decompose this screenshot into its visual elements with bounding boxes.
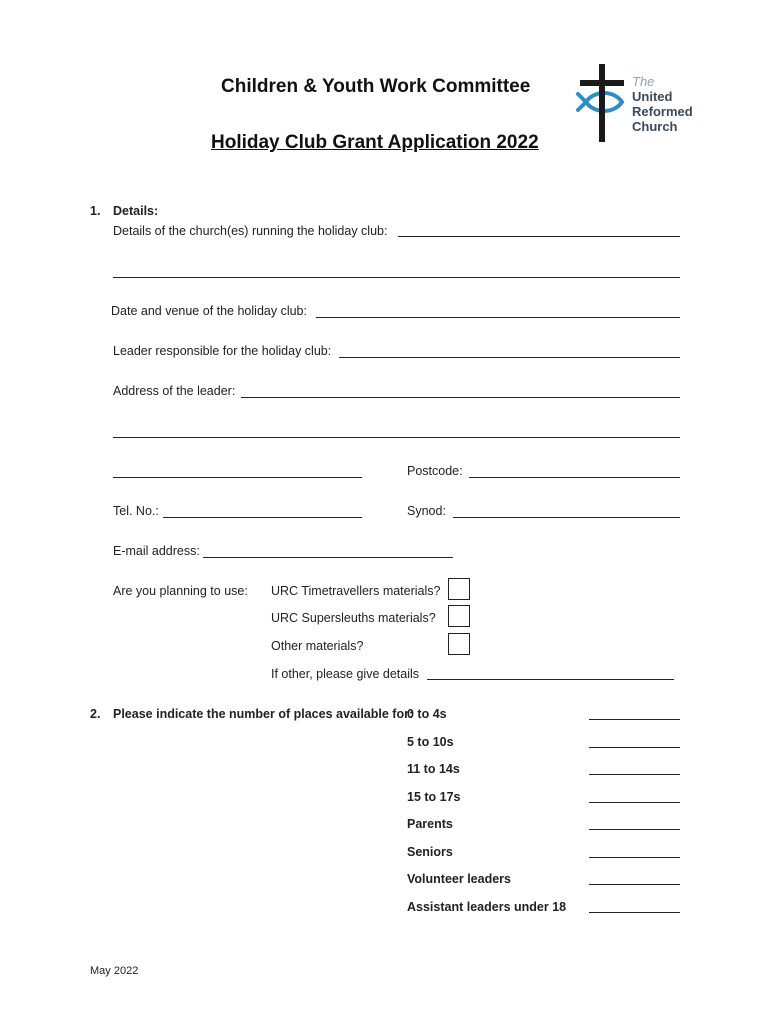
logo-text-united: United [632,89,673,104]
group-count-field[interactable] [589,774,680,775]
timetravellers-label: URC Timetravellers materials? [271,584,441,598]
leader-field[interactable] [339,357,680,358]
footer-date: May 2022 [90,965,139,977]
postcode-field[interactable] [469,477,680,478]
group-count-field[interactable] [589,857,680,858]
section-2-heading: Please indicate the number of places available for: [113,707,414,721]
email-field[interactable] [203,557,453,558]
group-label: Parents [407,817,453,831]
synod-label: Synod: [407,504,446,518]
logo-text-church: Church [632,119,678,134]
leader-label: Leader responsible for the holiday club: [113,344,332,358]
group-label: 11 to 14s [407,762,460,776]
section-1-heading: Details: [113,204,159,218]
address-field[interactable] [241,397,680,398]
date-venue-field[interactable] [316,317,680,318]
synod-field[interactable] [453,517,680,518]
timetravellers-checkbox[interactable] [448,578,470,600]
other-details-label: If other, please give details [271,667,420,681]
date-venue-label: Date and venue of the holiday club: [111,304,307,318]
group-count-field[interactable] [589,802,680,803]
group-label: 5 to 10s [407,735,454,749]
section-2-number: 2. [90,707,101,721]
form-title: Holiday Club Grant Application 2022 [211,132,539,153]
cross-fish-icon [572,60,632,144]
group-count-field[interactable] [589,747,680,748]
group-label: Seniors [407,845,453,859]
other-materials-checkbox[interactable] [448,633,470,655]
logo-text-reformed: Reformed [632,104,693,119]
group-count-field[interactable] [589,829,680,830]
group-label: 15 to 17s [407,790,461,804]
other-materials-label: Other materials? [271,639,364,653]
email-label: E-mail address: [113,544,200,558]
supersleuths-checkbox[interactable] [448,605,470,627]
other-details-field[interactable] [427,679,674,680]
churches-field-line-2[interactable] [113,277,680,278]
tel-label: Tel. No.: [113,504,159,518]
churches-field[interactable] [398,236,680,237]
address-field-line-3[interactable] [113,477,362,478]
group-count-field[interactable] [589,719,680,720]
group-label: Assistant leaders under 18 [407,900,567,914]
group-label: 0 to 4s [407,707,447,721]
logo-text-the: The [632,74,655,89]
supersleuths-label: URC Supersleuths materials? [271,611,436,625]
planning-label: Are you planning to use: [113,584,248,598]
group-label: Volunteer leaders [407,872,511,886]
tel-field[interactable] [163,517,362,518]
group-count-field[interactable] [589,884,680,885]
committee-title: Children & Youth Work Committee [221,76,531,97]
section-1-number: 1. [90,204,101,218]
churches-label: Details of the church(es) running the holiday club: [113,224,388,238]
postcode-label: Postcode: [407,464,463,478]
group-count-field[interactable] [589,912,680,913]
address-label: Address of the leader: [113,384,236,398]
urc-logo-text [632,74,693,134]
address-field-line-2[interactable] [113,437,680,438]
